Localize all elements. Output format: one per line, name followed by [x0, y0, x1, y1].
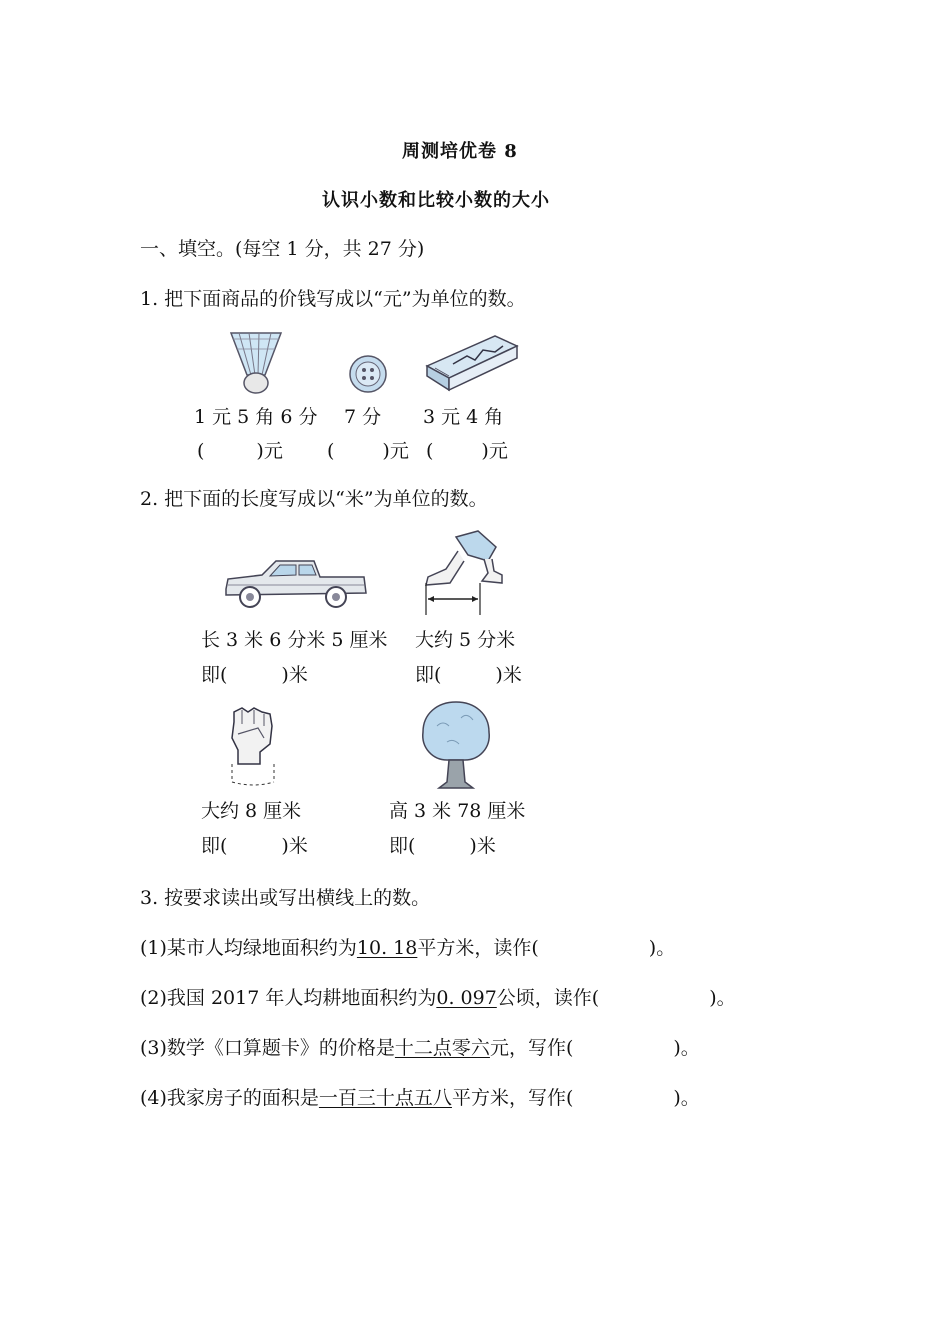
fist-icon: [224, 704, 282, 786]
underlined-number: 一百三十点五八: [318, 1087, 452, 1109]
q3-line-3[interactable]: [140, 1036, 700, 1060]
answer-blank[interactable]: ( )元: [426, 440, 508, 462]
line-text: )。: [709, 987, 736, 1009]
line-text: )。: [673, 1037, 700, 1059]
shuttlecock-icon: [225, 327, 287, 395]
item-price: 1 元 5 角 6 分: [194, 406, 318, 428]
answer-blank[interactable]: 即( )米: [415, 664, 522, 686]
line-text: )。: [673, 1087, 700, 1109]
answer-blank[interactable]: ( )元: [327, 440, 409, 462]
page-title: 周测培优卷 8: [402, 141, 518, 162]
pencil-case-icon: [423, 330, 519, 394]
question-1-prompt: 1. 把下面商品的价钱写成以“元”为单位的数。: [140, 288, 526, 310]
section-heading: 一、填空。(每空 1 分，共 27 分): [140, 238, 425, 260]
answer-blank[interactable]: 即( )米: [201, 664, 308, 686]
pickup-truck-icon: [222, 555, 368, 611]
q3-line-4[interactable]: [140, 1086, 700, 1110]
line-text: 元，写作(: [489, 1037, 574, 1059]
answer-blank[interactable]: ( )元: [197, 440, 283, 462]
line-text: 平方米，读作(: [417, 937, 539, 959]
question-3-prompt: 3. 按要求读出或写出横线上的数。: [140, 887, 431, 909]
q3-line-1[interactable]: [140, 936, 675, 960]
item-price: 7 分: [344, 406, 382, 428]
line-text: (3)数学《口算题卡》的价格是: [140, 1037, 395, 1059]
step-icon: [418, 527, 528, 617]
question-2-prompt: 2. 把下面的长度写成以“米”为单位的数。: [140, 488, 488, 510]
button-icon: [347, 354, 389, 394]
length-desc: 高 3 米 78 厘米: [389, 800, 526, 822]
line-text: (4)我家房子的面积是: [140, 1087, 319, 1109]
line-text: 平方米，写作(: [451, 1087, 574, 1109]
length-desc: 大约 8 厘米: [201, 800, 302, 822]
page-subtitle: 认识小数和比较小数的大小: [322, 190, 550, 211]
underlined-number: 0. 097: [436, 987, 497, 1009]
line-text: (1)某市人均绿地面积约为: [140, 937, 357, 959]
answer-blank[interactable]: 即( )米: [201, 835, 308, 857]
line-text: 公顷，读作(: [496, 987, 600, 1009]
item-price: 3 元 4 角: [423, 406, 504, 428]
answer-blank[interactable]: 即( )米: [389, 835, 496, 857]
line-text: (2)我国 2017 年人均耕地面积约为: [140, 987, 437, 1009]
q3-line-2[interactable]: [140, 986, 736, 1010]
underlined-number: 10. 18: [356, 937, 418, 959]
line-text: )。: [648, 937, 676, 959]
underlined-number: 十二点零六: [394, 1037, 490, 1059]
length-desc: 长 3 米 6 分米 5 厘米: [201, 629, 388, 651]
tree-icon: [417, 698, 495, 792]
length-desc: 大约 5 分米: [415, 629, 516, 651]
